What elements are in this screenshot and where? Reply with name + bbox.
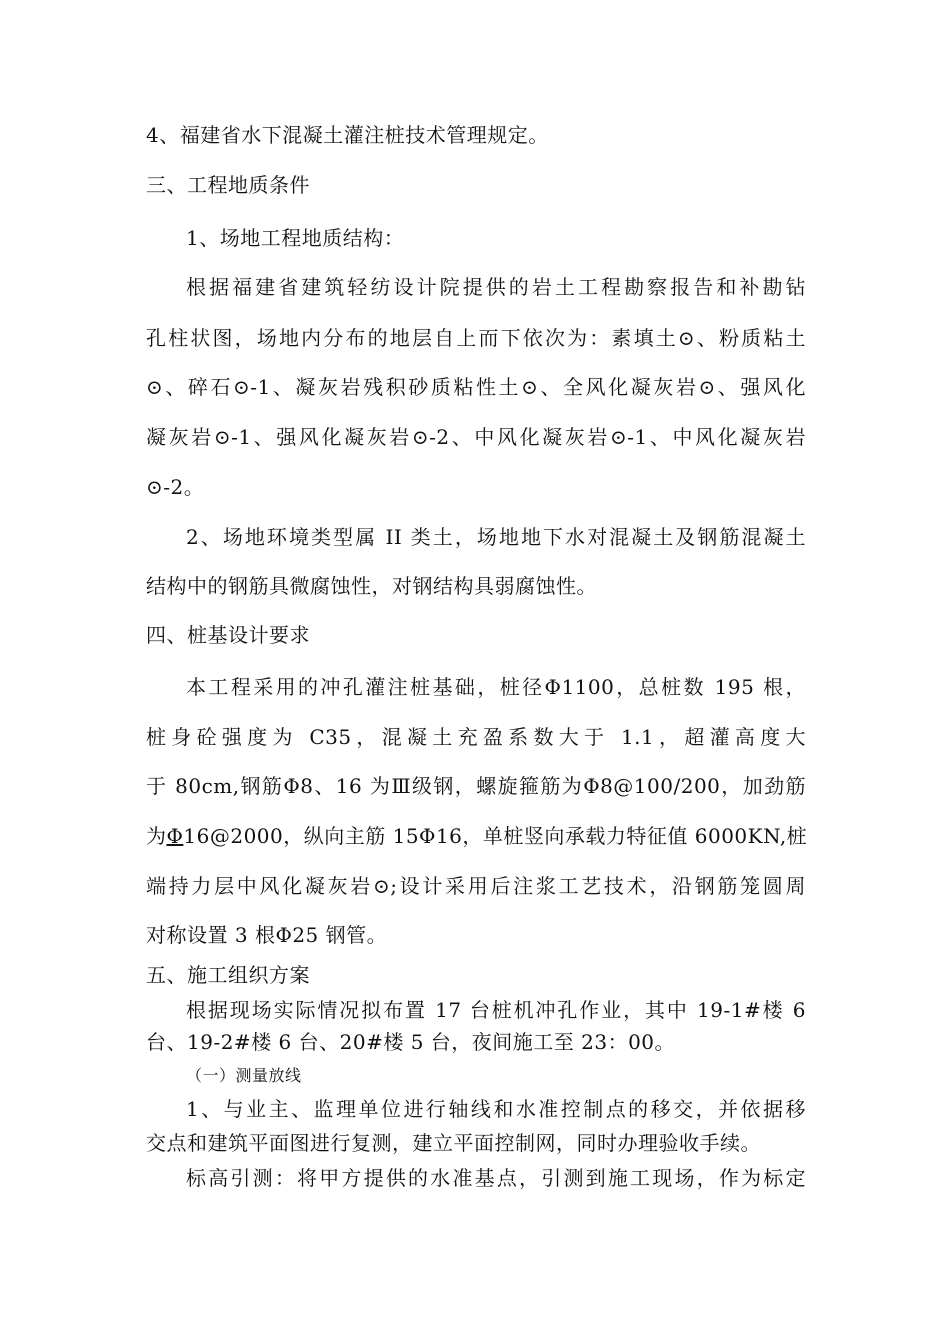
paragraph-line: 凝灰岩⊙-1、强风化凝灰岩⊙-2、中风化凝灰岩⊙-1、中风化凝灰岩	[146, 425, 806, 449]
paragraph-line: ⊙-2。	[146, 475, 205, 499]
paragraph-line: 台、19-2#楼 6 台、20#楼 5 台，夜间施工至 23：00。	[146, 1030, 676, 1054]
paragraph-line: 对称设置 3 根Φ25 钢管。	[146, 923, 388, 947]
section-heading: 三、工程地质条件	[146, 173, 310, 197]
line-prefix: 为	[146, 824, 167, 848]
paragraph-line	[146, 824, 806, 848]
paragraph-line: 孔柱状图，场地内分布的地层自上而下依次为：素填土⊙、粉质粘土	[146, 326, 806, 350]
paragraph-line: ⊙、碎石⊙-1、凝灰岩残积砂质粘性土⊙、全风化凝灰岩⊙、强风化	[146, 375, 806, 399]
paragraph-line: 端持力层中风化凝灰岩⊙;设计采用后注浆工艺技术，沿钢筋笼圆周	[146, 874, 806, 898]
paragraph-line: 标高引测：将甲方提供的水准基点，引测到施工现场，作为标定	[186, 1166, 806, 1190]
paragraph-line: 4、福建省水下混凝土灌注桩技术管理规定。	[146, 123, 549, 147]
paragraph-line: 交点和建筑平面图进行复测，建立平面控制网，同时办理验收手续。	[146, 1131, 761, 1155]
paragraph-line: 桩身砼强度为 C35，混凝土充盈系数大于 1.1，超灌高度大	[146, 725, 806, 749]
paragraph-line: 本工程采用的冲孔灌注桩基础，桩径Φ1100，总桩数 195 根，	[186, 675, 806, 699]
paragraph-line: 根据现场实际情况拟布置 17 台桩机冲孔作业，其中 19-1#楼 6	[186, 998, 806, 1022]
paragraph-line: 于 80cm,钢筋Φ8、16 为Ⅲ级钢，螺旋箍筋为Φ8@100/200，加劲筋	[146, 774, 806, 798]
subsection-heading: 1、场地工程地质结构：	[186, 226, 405, 250]
paragraph-line: 根据福建省建筑轻纺设计院提供的岩土工程勘察报告和补勘钻	[186, 275, 806, 299]
paragraph-line: 结构中的钢筋具微腐蚀性，对钢结构具弱腐蚀性。	[146, 574, 597, 598]
subsection-heading: （一）测量放线	[186, 1066, 302, 1085]
line-rest: 16@2000，纵向主筋 15Φ16，单桩竖向承载力特征值 6000KN,桩	[183, 824, 808, 848]
paragraph-line: 2、场地环境类型属 II 类土，场地地下水对混凝土及钢筋混凝土	[186, 525, 806, 549]
section-heading: 四、桩基设计要求	[146, 623, 310, 647]
section-heading: 五、施工组织方案	[146, 963, 310, 987]
paragraph-line: 1、与业主、监理单位进行轴线和水准控制点的移交，并依据移	[186, 1097, 806, 1121]
underlined-symbol: Φ	[166, 824, 184, 848]
